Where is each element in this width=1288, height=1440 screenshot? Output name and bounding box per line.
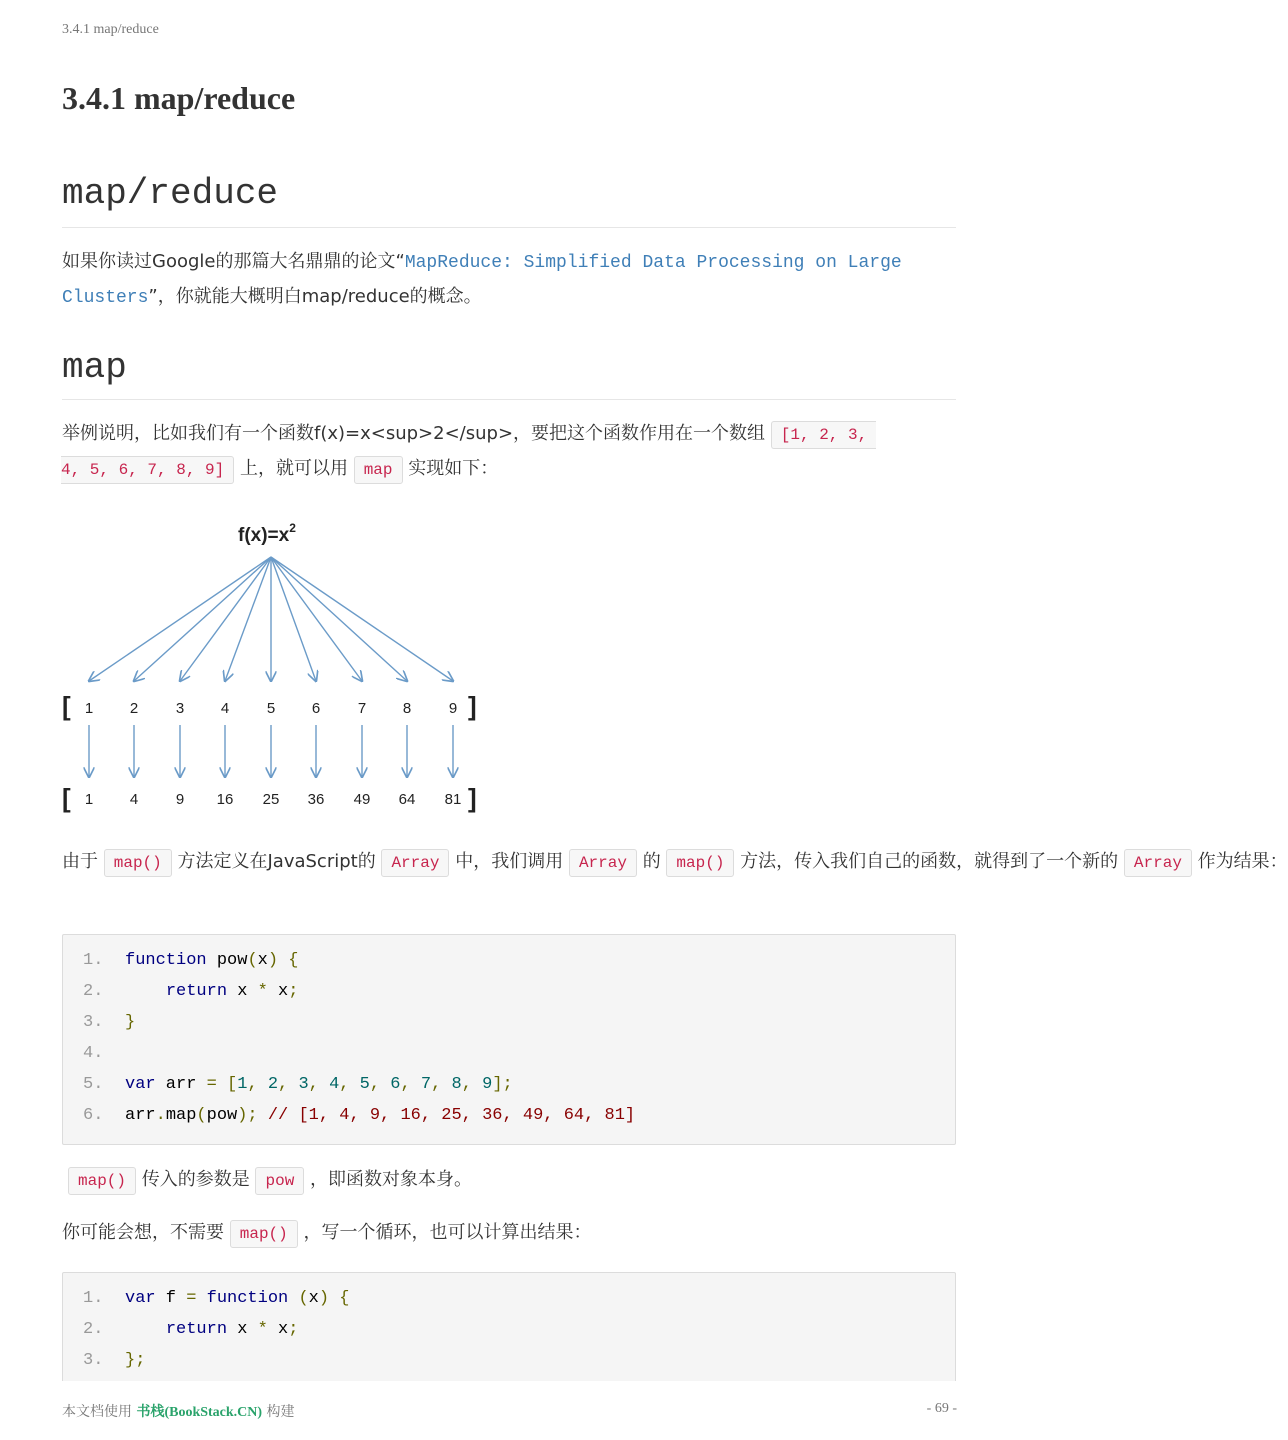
input-value: 6	[311, 700, 321, 717]
array-number: 6	[390, 1075, 401, 1094]
map-rule	[62, 399, 956, 400]
array-number: 3	[298, 1075, 309, 1094]
code-line: 5. var arr = [1, 2, 3, 4, 5, 6, 7, 8, 9];	[63, 1069, 955, 1100]
line-number: 3.	[83, 1351, 104, 1370]
array-number: 5	[359, 1075, 370, 1094]
code-line	[63, 1038, 955, 1069]
paper-link[interactable]: MapReduce: Simplified Data Processing on Large Clusters	[62, 253, 902, 308]
fan-arrow	[225, 557, 271, 681]
code-line: 6. arr.map(pow); // [1, 4, 9, 16, 25, 36, 49, 64, 81]	[63, 1100, 955, 1131]
line-number: 3.	[83, 1013, 104, 1032]
fan-arrow	[180, 557, 271, 681]
explain-text-5: 方法，传入我们自己的函数，就得到了一个新的	[740, 851, 1119, 872]
output-value: 9	[175, 791, 185, 808]
input-value: 8	[402, 700, 412, 717]
running-head: 3.4.1 map/reduce	[62, 22, 159, 37]
output-value: 81	[444, 791, 462, 808]
array-number: 9	[482, 1075, 493, 1094]
map-code: map()	[104, 849, 172, 877]
example-text-3: 实现如下：	[408, 458, 499, 479]
chapter-title: 3.4.1 map/reduce	[62, 80, 296, 116]
section-title: map/reduce	[62, 173, 279, 214]
output-value: 1	[84, 791, 94, 808]
loop-paragraph	[62, 1216, 942, 1251]
footer-credit: 本文档使用 书栈(BookStack.CN) 构建	[62, 1404, 295, 1420]
input-value: 3	[175, 700, 185, 717]
input-bracket-open: [	[62, 691, 71, 721]
line-number: 1.	[83, 951, 104, 970]
code-line: 1. var f = function (x) {	[63, 1283, 955, 1314]
section-rule	[62, 227, 956, 228]
fan-arrow	[89, 557, 271, 681]
code-line: 1. function pow(x) {	[63, 945, 955, 976]
array-number: 2	[267, 1075, 279, 1094]
output-value: 16	[216, 791, 234, 808]
example-text-1: 举例说明，比如我们有一个函数f(x)=x<sup>2</sup>，要把这个函数作用在一个数组	[62, 423, 766, 444]
array-code: Array	[1124, 849, 1192, 877]
code-line: 2. return x * x;	[63, 1314, 955, 1345]
example-paragraph	[62, 417, 942, 487]
example-text-2: 上，就可以用	[239, 458, 348, 479]
fan-arrow	[271, 557, 453, 681]
output-value: 49	[353, 791, 371, 808]
array-number: 1	[237, 1075, 248, 1094]
input-bracket-close: ]	[468, 691, 477, 721]
explain-paragraph	[62, 845, 1288, 880]
map-diagram	[60, 515, 490, 815]
intro-text-pre: 如果你读过Google的那篇大名鼎鼎的论文“	[62, 251, 405, 272]
output-bracket-open: [	[62, 783, 71, 813]
intro-paragraph	[62, 245, 942, 315]
explain-text-4: 的	[642, 851, 661, 872]
input-value: 2	[129, 700, 139, 717]
output-value: 64	[398, 791, 416, 808]
input-value: 1	[84, 700, 94, 717]
note-text-2: ，即函数对象本身。	[310, 1169, 473, 1190]
fan-arrow	[134, 557, 271, 681]
output-value: 36	[307, 791, 325, 808]
bookstack-link[interactable]: 书栈(BookStack.CN)	[136, 1405, 263, 1420]
array-number: 4	[329, 1075, 340, 1094]
down-arrows	[89, 725, 453, 777]
array-code: Array	[381, 849, 449, 877]
intro-text-post: ”，你就能大概明白map/reduce的概念。	[148, 286, 482, 307]
loop-text-2: ，写一个循环，也可以计算出结果：	[303, 1222, 592, 1243]
array-number: 8	[451, 1075, 462, 1094]
note-text-1: 传入的参数是	[141, 1169, 250, 1190]
code-block-pow	[62, 934, 956, 1145]
line-number: 5.	[83, 1075, 104, 1094]
input-value: 7	[357, 700, 367, 717]
diagram-formula: $f(x)=x^2$	[238, 521, 296, 546]
input-value: 9	[448, 700, 458, 717]
array-code-part1: [1, 2, 3,	[771, 421, 876, 449]
input-value: 4	[220, 700, 230, 717]
line-number: 4.	[83, 1044, 104, 1063]
explain-text-2: 方法定义在JavaScript的	[177, 851, 376, 872]
array-number: 7	[420, 1075, 432, 1094]
pow-code: pow	[255, 1167, 304, 1195]
note-paragraph	[68, 1163, 948, 1198]
map-code: map()	[666, 849, 734, 877]
line-number: 2.	[83, 1320, 104, 1339]
output-bracket-close: ]	[468, 783, 477, 813]
output-values	[85, 791, 462, 808]
map-code: map()	[230, 1220, 298, 1248]
map-heading: map	[62, 347, 127, 388]
explain-text-1: 由于	[62, 851, 98, 872]
code-line: 3. };	[63, 1345, 955, 1376]
fan-arrow	[271, 557, 407, 681]
code-block-loop	[62, 1272, 956, 1381]
array-code: Array	[569, 849, 637, 877]
fan-arrows	[89, 557, 453, 681]
output-value: 4	[129, 791, 139, 808]
line-number: 6.	[83, 1106, 104, 1125]
map-code: map	[354, 456, 403, 484]
line-number: 1.	[83, 1289, 104, 1308]
code-line: 2. return x * x;	[63, 976, 955, 1007]
map-code: map()	[68, 1167, 136, 1195]
output-value: 25	[262, 791, 280, 808]
loop-text-1: 你可能会想，不需要	[62, 1222, 224, 1243]
explain-text-3: 中，我们调用	[455, 851, 564, 872]
input-values	[85, 700, 457, 717]
array-code-part2: 4, 5, 6, 7, 8, 9]	[61, 456, 234, 484]
line-number: 2.	[83, 982, 104, 1001]
code-line: 3. }	[63, 1007, 955, 1038]
page-number: - 69 -	[926, 1401, 957, 1416]
fan-arrow	[271, 557, 362, 681]
input-value: 5	[266, 700, 276, 717]
fan-arrow	[271, 557, 316, 681]
explain-text-6: 作为结果：	[1197, 851, 1288, 872]
